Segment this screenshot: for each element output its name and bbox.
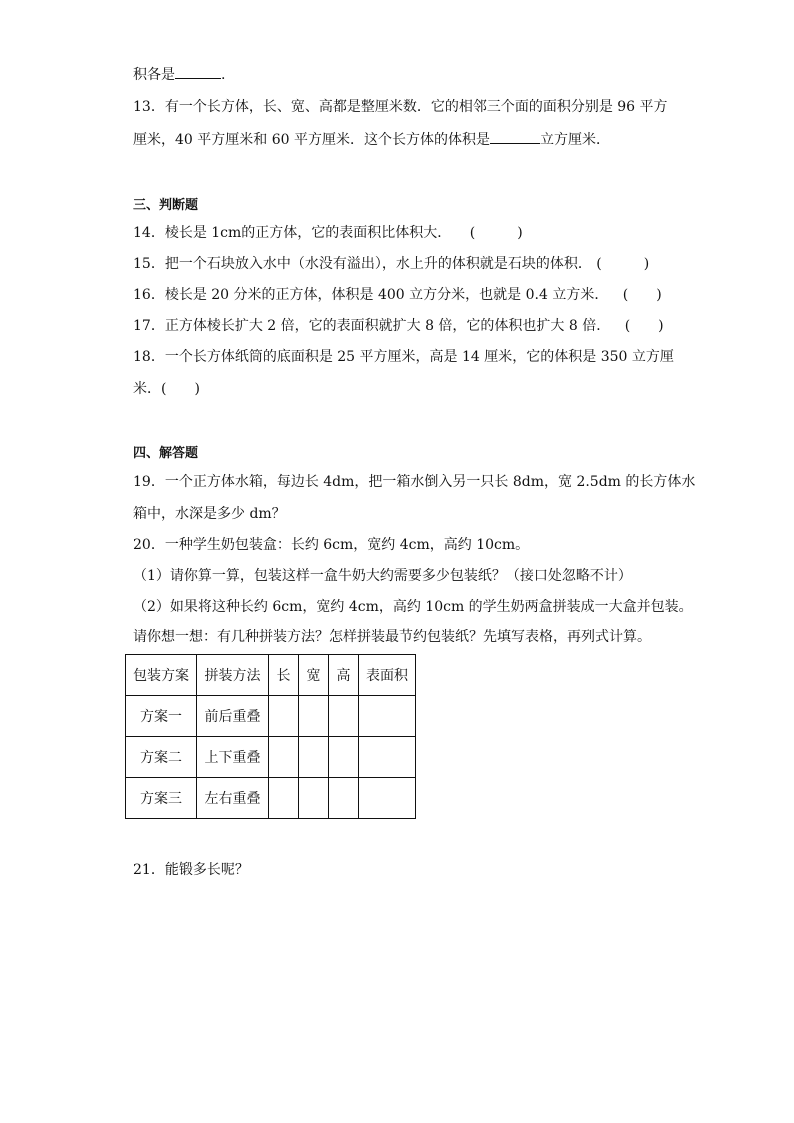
table-input-cell[interactable] bbox=[299, 778, 329, 819]
table-cell: 方案三 bbox=[126, 778, 197, 819]
answer-blank[interactable] bbox=[175, 64, 221, 79]
table-row bbox=[126, 737, 416, 778]
table-input-cell[interactable] bbox=[329, 696, 359, 737]
q20-part1: （1）请你算一算，包装这样一盒牛奶大约需要多少包装纸？（接口处忽略不计） bbox=[133, 568, 632, 584]
q15-text: 15．把一个石块放入水中（水没有溢出），水上升的体积就是石块的体积． bbox=[133, 256, 592, 272]
table-header-row bbox=[126, 655, 416, 696]
q17-line bbox=[133, 316, 664, 336]
q14-line bbox=[133, 223, 523, 243]
q20-line1: 20．一种学生奶包装盒：长约 6cm，宽约 4cm，高约 10cm。 bbox=[133, 537, 530, 553]
table-header-cell: 表面积 bbox=[359, 655, 416, 696]
table-input-cell[interactable] bbox=[359, 696, 416, 737]
q21-line: 21．能锻多长呢？ bbox=[133, 862, 249, 878]
q16-answer-paren[interactable]: ( ) bbox=[622, 287, 662, 303]
section-heading-solution: 四、解答题 bbox=[133, 446, 199, 461]
answer-blank[interactable] bbox=[490, 129, 540, 144]
table-header-cell: 高 bbox=[329, 655, 359, 696]
q16-line bbox=[133, 285, 662, 305]
table-input-cell[interactable] bbox=[359, 778, 416, 819]
table-header-cell: 宽 bbox=[299, 655, 329, 696]
packaging-table bbox=[125, 654, 416, 819]
table-header-cell: 包装方案 bbox=[126, 655, 197, 696]
table-cell: 方案一 bbox=[126, 696, 197, 737]
table-cell: 前后重叠 bbox=[197, 696, 269, 737]
section-heading-judgement: 三、判断题 bbox=[133, 198, 199, 213]
q17-answer-paren[interactable]: ( ) bbox=[624, 318, 664, 334]
q14-text: 14．棱长是 1cm的正方体，它的表面积比体积大． bbox=[133, 225, 452, 241]
q13-line1: 13．有一个长方体，长、宽、高都是整厘米数．它的相邻三个面的面积分别是 96 平方 bbox=[133, 99, 668, 115]
table-input-cell[interactable] bbox=[329, 737, 359, 778]
q20-part2: （2）如果将这种长约 6cm，宽约 4cm，高约 10cm 的学生奶两盒拼装成一大盒并包装。 bbox=[133, 599, 693, 615]
q18-line1: 18．一个长方体纸筒的底面积是 25 平方厘米，高是 14 厘米，它的体积是 350 立方厘 bbox=[133, 349, 674, 365]
q12-tail-line bbox=[133, 64, 225, 85]
table-cell: 上下重叠 bbox=[197, 737, 269, 778]
table-input-cell[interactable] bbox=[329, 778, 359, 819]
q20-line4: 请你想一想：有几种拼装方法？怎样拼装最节约包装纸？先填写表格，再列式计算。 bbox=[133, 629, 651, 645]
q13-line2-unit: 立方厘米． bbox=[539, 132, 610, 148]
q17-text: 17．正方体棱长扩大 2 倍，它的表面积就扩大 8 倍，它的体积也扩大 8 倍． bbox=[133, 318, 611, 334]
q19-line1: 19．一个正方体水箱，每边长 4dm，把一箱水倒入另一只长 8dm，宽 2.5dm 的长方体水 bbox=[133, 474, 696, 490]
table-input-cell[interactable] bbox=[299, 737, 329, 778]
table-header-cell: 长 bbox=[269, 655, 299, 696]
table-input-cell[interactable] bbox=[299, 696, 329, 737]
q12-tail-end: . bbox=[221, 67, 226, 83]
table-input-cell[interactable] bbox=[269, 737, 299, 778]
table-cell: 方案二 bbox=[126, 737, 197, 778]
table-header-cell: 拼装方法 bbox=[197, 655, 269, 696]
table-input-cell[interactable] bbox=[359, 737, 416, 778]
table-row bbox=[126, 778, 416, 819]
table-row bbox=[126, 696, 416, 737]
q15-answer-paren[interactable]: ( ) bbox=[596, 256, 650, 272]
q13-line2 bbox=[133, 129, 610, 150]
table-input-cell[interactable] bbox=[269, 696, 299, 737]
table-cell: 左右重叠 bbox=[197, 778, 269, 819]
q12-tail-text: 积各是 bbox=[133, 67, 175, 83]
q13-line2-text: 厘米，40 平方厘米和 60 平方厘米．这个长方体的体积是 bbox=[133, 132, 490, 148]
q19-line2: 箱中，水深是多少 dm？ bbox=[133, 506, 286, 522]
q14-answer-paren[interactable]: ( ) bbox=[469, 225, 523, 241]
table-input-cell[interactable] bbox=[269, 778, 299, 819]
q16-text: 16．棱长是 20 分米的正方体，体积是 400 立方分米，也就是 0.4 立方米． bbox=[133, 287, 609, 303]
q15-line bbox=[133, 254, 649, 274]
q18-line2: 米．( ) bbox=[133, 381, 200, 397]
